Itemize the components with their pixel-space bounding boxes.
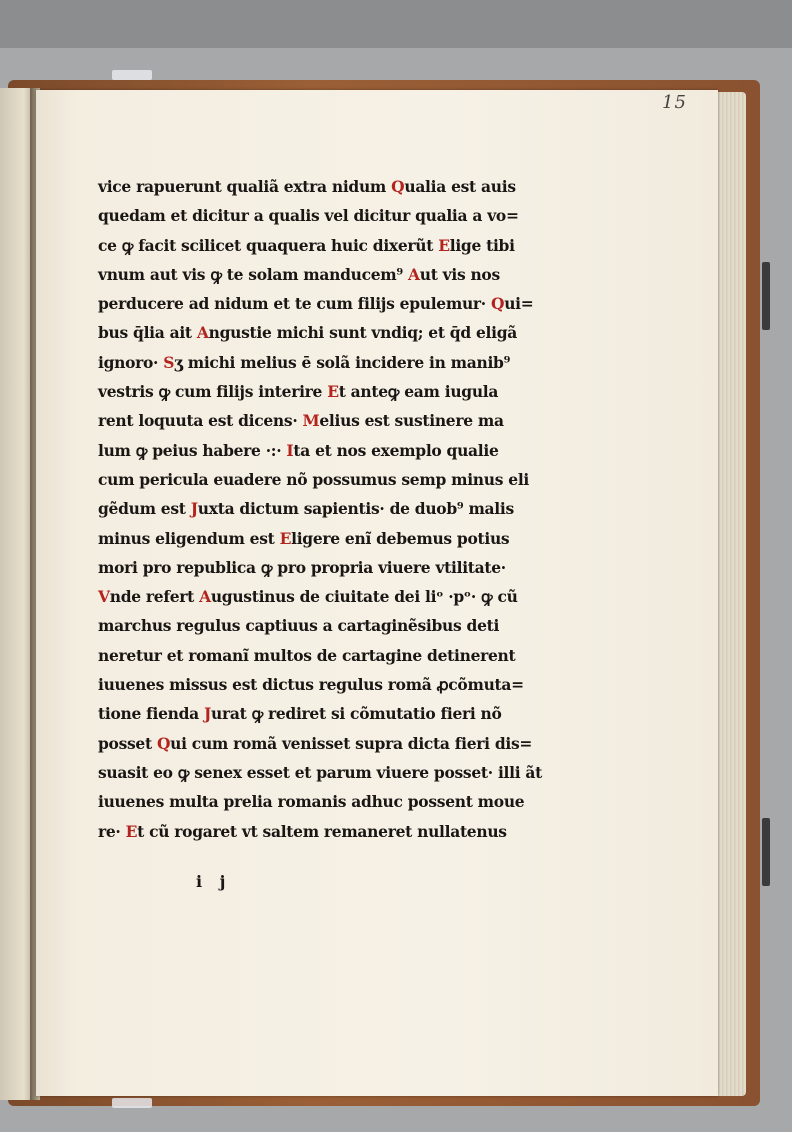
text-line — [98, 699, 584, 728]
text-span: cum pericula euadere nõ possumus semp minus eli — [98, 469, 529, 489]
text-span: suasit eo ꝙ senex esset et parum viuere posset· illi ãt — [98, 762, 543, 782]
text-line — [98, 289, 584, 318]
text-line — [98, 670, 584, 699]
text-line — [98, 201, 584, 230]
signature-mark: i j — [196, 872, 232, 891]
text-line — [98, 436, 584, 465]
text-line — [98, 348, 584, 377]
text-line — [98, 494, 584, 523]
text-span: ui cum romã venisset supra dicta fieri dis= — [170, 733, 533, 753]
text-span: gẽdum est — [98, 499, 191, 519]
page-clip-bottom — [112, 1098, 152, 1108]
text-block — [98, 172, 584, 846]
text-line — [98, 787, 584, 816]
text-line — [98, 172, 584, 201]
text-span: ce ꝙ facit scilicet quaquera huic dixerũt — [98, 235, 439, 255]
text-span: marchus regulus captiuus a cartaginẽsibus deti — [98, 616, 500, 636]
top-band — [0, 0, 792, 48]
text-span: tione fienda — [98, 704, 204, 724]
rubricated-initial: E — [438, 235, 450, 255]
text-span: perducere ad nidum et te cum filijs epulemur· — [98, 294, 491, 314]
text-span: ualia est auis — [404, 177, 516, 196]
text-span: re· — [98, 821, 126, 841]
text-line — [98, 611, 584, 640]
text-span: quedam et dicitur a qualis vel dicitur qualia a vo= — [98, 206, 519, 226]
rubricated-initial: J — [190, 499, 198, 519]
text-span: posset — [98, 733, 157, 753]
rubricated-initial: M — [302, 411, 320, 431]
folio-number: 15 — [662, 92, 687, 113]
text-span: ta et nos exemplo qualie — [293, 440, 499, 460]
rubricated-initial: V — [98, 587, 110, 607]
rubricated-initial: A — [407, 264, 420, 284]
text-span: iuuenes missus est dictus regulus romã ꝓcõmuta= — [98, 675, 524, 695]
text-line — [98, 582, 584, 611]
text-span: ignoro· — [98, 352, 164, 372]
text-span: urat ꝙ rediret si cõmutatio fieri nõ — [211, 704, 502, 724]
rubricated-initial: A — [196, 323, 209, 343]
text-line — [98, 524, 584, 553]
text-line — [98, 318, 584, 347]
rubricated-initial: Q — [391, 177, 405, 196]
text-span: uxta dictum sapientis· de duob⁹ malis — [197, 499, 514, 519]
side-tab-upper — [762, 262, 770, 330]
text-span: ngustie michi sunt vndiq; et q̄d eligã — [208, 323, 517, 343]
rubricated-initial: E — [327, 382, 339, 402]
rubricated-initial: E — [125, 821, 138, 841]
text-span: ut vis nos — [419, 264, 500, 284]
text-line — [98, 817, 584, 846]
text-line — [98, 260, 584, 289]
text-span: ui= — [504, 294, 534, 314]
side-tab-lower — [762, 818, 770, 886]
rubricated-initial: E — [279, 528, 292, 548]
text-span: iuuenes multa prelia romanis adhuc possent moue — [98, 792, 525, 812]
text-span: rent loquuta est dicens· — [98, 411, 303, 431]
text-line — [98, 465, 584, 494]
text-span: vice rapuerunt qualiã extra nidum — [98, 177, 392, 196]
text-line — [98, 231, 584, 260]
text-line — [98, 377, 584, 406]
rubricated-initial: S — [163, 352, 175, 372]
text-span: ligere enĩ debemus potius — [291, 528, 510, 548]
text-span: t anteꝙ eam iugula — [338, 382, 499, 402]
text-span: elius est sustinere ma — [319, 411, 504, 431]
text-span: vnum aut vis ꝙ te solam manducem⁹ — [98, 264, 408, 284]
text-line — [98, 641, 584, 670]
text-span: t cũ rogaret vt saltem remaneret nullatenus — [137, 821, 507, 841]
page-clip-top — [112, 70, 152, 80]
rubricated-initial: Q — [156, 733, 171, 753]
text-span: lum ꝙ peius habere ·:· — [98, 440, 287, 460]
text-span: ʒ michi melius ē solã incidere in manib⁹ — [174, 352, 511, 372]
text-line — [98, 406, 584, 435]
text-span: vestris ꝙ cum filijs interire — [98, 382, 328, 402]
text-span: lige tibi — [449, 235, 515, 255]
rubricated-initial: J — [203, 704, 212, 724]
text-line — [98, 553, 584, 582]
text-span: mori pro republica ꝙ pro propria viuere vtilitate· — [98, 557, 506, 577]
text-line — [98, 729, 584, 758]
rubricated-initial: I — [286, 440, 294, 460]
text-line — [98, 758, 584, 787]
rubricated-initial: A — [199, 587, 211, 607]
text-span: bus q̄lia ait — [98, 323, 197, 343]
text-span: ugustinus de ciuitate dei liᵒ ·pᵒ· ꝙ cũ — [210, 587, 518, 607]
rubricated-initial: Q — [491, 294, 505, 314]
text-span: nde refert — [109, 587, 200, 607]
left-page-edge — [0, 88, 34, 1100]
text-span: neretur et romanĩ multos de cartagine detinerent — [98, 645, 516, 665]
text-span: minus eligendum est — [98, 528, 280, 548]
